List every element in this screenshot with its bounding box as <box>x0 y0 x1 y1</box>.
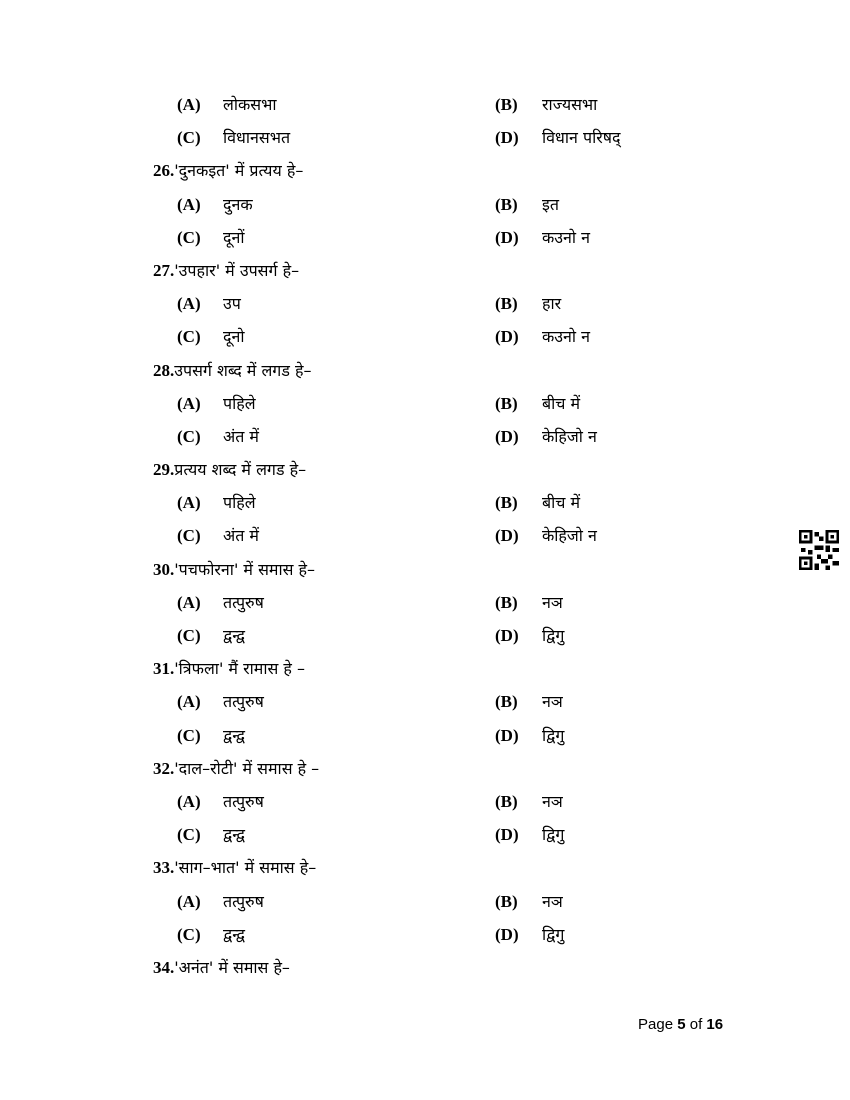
option-label: (D) <box>495 327 519 347</box>
option-text: अंत में <box>223 526 259 546</box>
option-text: नञ <box>542 791 563 811</box>
option-text: नञ <box>542 891 563 911</box>
options-row <box>0 287 850 320</box>
question-stem <box>153 851 316 884</box>
options-row <box>0 88 850 121</box>
option-label: (D) <box>495 725 519 745</box>
option-label: (C) <box>177 825 201 845</box>
option-label: (C) <box>177 526 201 546</box>
question-row <box>0 652 850 685</box>
question-row <box>0 752 850 785</box>
option-text: कउनो न <box>542 227 591 247</box>
options-row <box>0 918 850 951</box>
option-label: (A) <box>177 692 201 712</box>
question-text: 'उपहार' में उपसर्ग हे– <box>174 260 300 280</box>
option-text: विधानसभत <box>223 128 291 148</box>
option-text: द्विगु <box>542 626 565 645</box>
option-label: (C) <box>177 725 201 745</box>
question-stem <box>153 354 311 387</box>
option-text: विधान परिषद् <box>542 128 621 148</box>
question-stem <box>153 154 303 187</box>
option-text: नञ <box>542 592 563 612</box>
question-stem <box>153 652 305 685</box>
question-row <box>0 254 850 287</box>
option-text: बीच में <box>542 493 581 513</box>
question-row <box>0 154 850 187</box>
option-label: (C) <box>177 128 201 148</box>
option-text: तत्पुरुष <box>223 791 264 811</box>
option-label: (A) <box>177 791 201 811</box>
option-text: दूनों <box>223 227 245 247</box>
option-label: (C) <box>177 924 201 944</box>
page-footer <box>638 1016 723 1033</box>
option-label: (B) <box>495 891 518 911</box>
option-text: केहिजो न <box>542 426 597 446</box>
option-label: (B) <box>495 393 518 413</box>
options-row <box>0 619 850 652</box>
question-text: 'साग–भात' में समास हे– <box>174 858 317 878</box>
question-row <box>0 851 850 884</box>
option-label: (D) <box>495 924 519 944</box>
question-number: 34. <box>153 957 175 977</box>
options-row <box>0 785 850 818</box>
option-text: दुनक <box>223 194 253 214</box>
question-stem <box>153 553 315 586</box>
footer-of-word: of <box>689 1016 703 1033</box>
option-text: इत <box>542 194 559 214</box>
question-row <box>0 354 850 387</box>
option-text: नञ <box>542 692 563 712</box>
option-text: द्वन्द्व <box>223 924 245 944</box>
question-stem <box>153 254 299 287</box>
option-label: (D) <box>495 227 519 247</box>
option-text: पहिले <box>223 393 256 413</box>
options-row <box>0 320 850 353</box>
option-text: द्वन्द्व <box>223 825 245 845</box>
options-row <box>0 221 850 254</box>
footer-page-word: Page <box>638 1016 674 1033</box>
question-text: प्रत्यय शब्द में लगड हे– <box>174 460 307 480</box>
question-stem <box>153 752 319 785</box>
options-row <box>0 885 850 918</box>
question-number: 32. <box>153 758 175 778</box>
option-label: (D) <box>495 825 519 845</box>
option-label: (A) <box>177 493 201 513</box>
option-label: (C) <box>177 426 201 446</box>
question-text: 'पचफोरना' में समास हे– <box>174 559 316 579</box>
option-label: (B) <box>495 194 518 214</box>
option-text: द्विगु <box>542 825 565 845</box>
option-label: (A) <box>177 95 201 114</box>
question-number: 33. <box>153 858 175 878</box>
question-text: 'दुनकइत' में प्रत्यय हे– <box>174 161 304 181</box>
option-label: (D) <box>495 626 519 645</box>
option-text: अंत में <box>223 426 259 446</box>
question-text: 'त्रिफला' मैं रामास हे – <box>174 659 305 679</box>
question-stem <box>153 951 290 984</box>
option-text: द्वन्द्व <box>223 626 245 645</box>
options-row <box>0 519 850 552</box>
option-label: (C) <box>177 327 201 347</box>
option-label: (B) <box>495 692 518 712</box>
option-label: (B) <box>495 493 518 513</box>
qr-code-icon <box>799 530 839 570</box>
footer-page-number: 5 <box>677 1016 686 1033</box>
option-label: (D) <box>495 526 519 546</box>
option-text: दूनो <box>223 327 245 347</box>
options-row <box>0 420 850 453</box>
question-row <box>0 453 850 486</box>
footer-total-pages: 16 <box>706 1016 724 1033</box>
options-row <box>0 387 850 420</box>
option-label: (C) <box>177 227 201 247</box>
question-number: 26. <box>153 161 175 181</box>
option-text: तत्पुरुष <box>223 692 264 712</box>
option-text: तत्पुरुष <box>223 891 264 911</box>
option-text: तत्पुरुष <box>223 592 264 612</box>
question-number: 28. <box>153 360 175 380</box>
question-text: 'दाल–रोटी' में समास हे – <box>174 758 320 778</box>
question-row <box>0 951 850 984</box>
options-row <box>0 188 850 221</box>
question-row <box>0 553 850 586</box>
option-label: (A) <box>177 891 201 911</box>
option-text: पहिले <box>223 493 256 513</box>
question-number: 29. <box>153 460 175 480</box>
option-label: (C) <box>177 626 201 645</box>
option-text: उप <box>223 294 241 314</box>
option-label: (B) <box>495 592 518 612</box>
option-text: द्वन्द्व <box>223 725 245 745</box>
option-label: (D) <box>495 128 519 148</box>
options-row <box>0 685 850 718</box>
question-text: उपसर्ग शब्द में लगड हे– <box>174 360 312 380</box>
options-row <box>0 719 850 752</box>
options-row <box>0 586 850 619</box>
option-text: द्विगु <box>542 725 565 745</box>
question-number: 31. <box>153 659 175 679</box>
option-text: राज्यसभा <box>542 95 598 114</box>
option-text: हार <box>542 294 562 314</box>
options-row <box>0 486 850 519</box>
options-row <box>0 818 850 851</box>
question-text: 'अनंत' में समास हे– <box>174 957 290 977</box>
option-label: (D) <box>495 426 519 446</box>
option-text: लोकसभा <box>223 95 277 114</box>
option-label: (A) <box>177 294 201 314</box>
question-number: 27. <box>153 260 175 280</box>
option-text: कउनो न <box>542 327 591 347</box>
question-list <box>0 88 850 984</box>
option-label: (B) <box>495 294 518 314</box>
option-text: केहिजो न <box>542 526 597 546</box>
option-label: (B) <box>495 95 518 114</box>
options-row <box>0 121 850 154</box>
option-label: (A) <box>177 194 201 214</box>
option-text: द्विगु <box>542 924 565 944</box>
question-stem <box>153 453 306 486</box>
option-label: (B) <box>495 791 518 811</box>
question-number: 30. <box>153 559 175 579</box>
option-label: (A) <box>177 393 201 413</box>
option-text: बीच में <box>542 393 581 413</box>
option-label: (A) <box>177 592 201 612</box>
